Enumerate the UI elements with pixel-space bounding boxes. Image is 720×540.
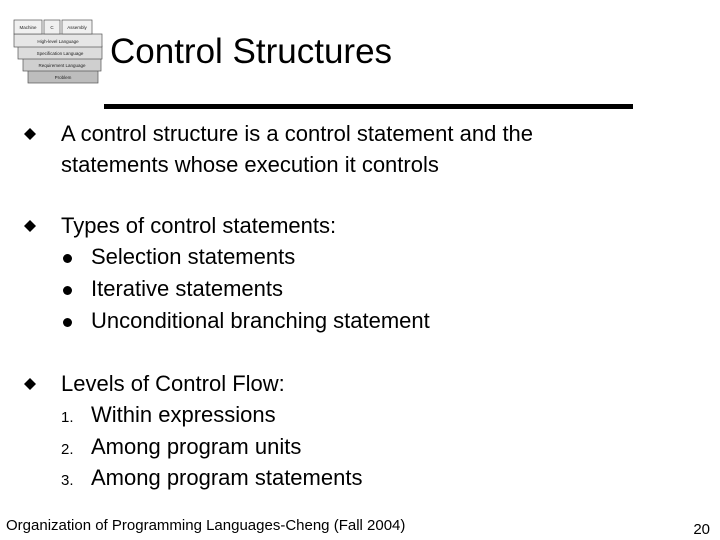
- slide-footer: Organization of Programming Languages-Cheng (Fall 2004): [6, 517, 406, 534]
- round-bullet-icon: [61, 305, 83, 336]
- list-number-1: 1.: [61, 409, 74, 426]
- logo-tier4: Requirement Language: [38, 63, 86, 68]
- bullet-1-line-1: A control structure is a control statement and the: [61, 121, 534, 146]
- language-pyramid-logo: [6, 14, 106, 92]
- sub-item-program-statements: Among program statements: [91, 465, 363, 490]
- logo-tier1-c: Assembly: [67, 25, 87, 30]
- title-rule: [104, 104, 633, 109]
- round-bullet-icon: [61, 241, 83, 272]
- logo-tier3: Specification Language: [36, 51, 84, 56]
- list-number-3: 3.: [61, 472, 74, 489]
- logo-tier2: High-level Language: [37, 39, 79, 44]
- bullet-2-line-1: Types of control statements:: [61, 213, 337, 238]
- page-number: 20: [693, 521, 710, 538]
- bullet-1-line-2: statements whose execution it controls: [61, 152, 439, 177]
- bullet-3-line-1: Levels of Control Flow:: [61, 371, 285, 396]
- diamond-bullet-icon: [24, 128, 36, 140]
- diamond-bullet-icon: [24, 378, 36, 390]
- list-number-2: 2.: [61, 441, 74, 458]
- logo-tier5: Problem: [54, 75, 72, 80]
- slide-title: Control Structures: [110, 32, 393, 71]
- sub-item-iterative: Iterative statements: [91, 276, 283, 301]
- logo-tier1-b: C: [50, 25, 54, 30]
- round-bullet-icon: [61, 273, 83, 304]
- diamond-bullet-icon: [24, 220, 36, 232]
- sub-item-unconditional: Unconditional branching statement: [91, 308, 430, 333]
- sub-item-within-expressions: Within expressions: [91, 402, 276, 427]
- sub-item-program-units: Among program units: [91, 434, 302, 459]
- logo-tier1-a: Machine: [19, 25, 37, 30]
- sub-item-selection: Selection statements: [91, 244, 296, 269]
